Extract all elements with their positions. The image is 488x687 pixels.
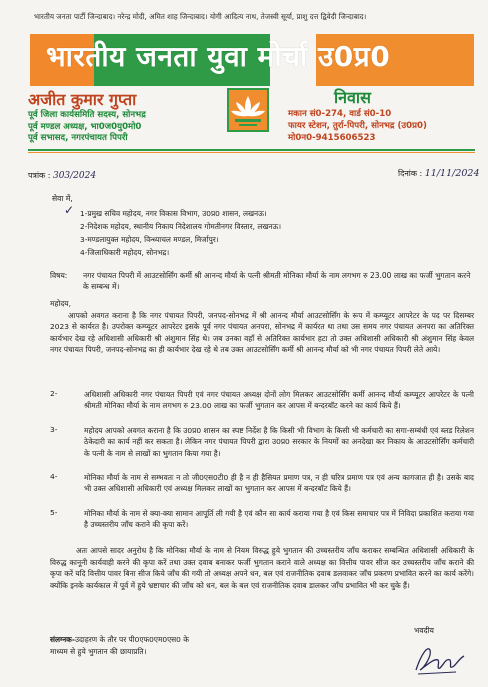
reference-number: पत्रांक : 303/2024: [28, 171, 97, 181]
signature: [412, 640, 468, 680]
sender-line: पूर्व मण्डल अध्यक्ष, भा0ज0यु0मो0: [28, 121, 142, 132]
subject-label: विषय:: [50, 271, 68, 280]
point-text: मोनिका मौर्या के नाम से सम्भवतः न तो जी0एस0टी0 ही है न ही हैसियत प्रमाण पत्र, न ही चरित्र प्रमाण पत्र एवं अन्य कागजात ही है। उसके बाद भी उक्त अधिशासी अधिकारी एवं अध्यक्ष मिलकर लाखों का भुगतान कर आपस में बन्दरबॉट किये हैं।: [84, 473, 474, 494]
residence-heading: निवास: [334, 88, 371, 107]
sender-line: पूर्व सभासद, नगरपंचायत पिपरी: [28, 133, 128, 143]
subject-text: नगर पंचायत पिपरी में आउटसोर्सिंग कर्मी श्री आनन्द मौर्या के पत्नी श्रीमती मोनिका मौर्या के नाम लगभग रु 23.00 लाख का फर्जी भुगतान करने के सम्बन्ध में।: [83, 271, 471, 291]
sender-name: अजीत कुमार गुप्ता: [28, 90, 137, 109]
point-text: मोनिका मौर्या के नाम से क्या-क्या सामान आपूर्ति ली गयी है एवं कौन सा कार्य कराया गया है एवं किस समाचार पत्र में निविदा प्रकाशित कराया गया है उच्चस्तरीय जाँच कराने की कृपा करें।: [84, 509, 474, 530]
header-divider-accent: [28, 152, 475, 153]
intro-paragraph: आपको अवगत कराना है कि नगर पंचायत पिपरी, जनपद-सोनभद्र में श्री आनन्द मौर्या आउटसोर्सिंग के रूप में कम्प्यूटर आपरेटर के पद पर दिसम्बर 2023 से कार्यरत है। उपरोक्त कम्प्यूटर आपरेटर इसके पूर्व नगर पंचायत अनपरा, सोनभद्र में कार्यरत था तथा उस समय नगर पंचायत अनपरा का अतिरिक्त कार्यभार देख रहे अधिशासी अधिकारी श्री अंशुमान सिंह थे। जब उनका वहाँ से अतिरिक्त कार्यभार हटा तो उक्त अधिशासी अधिकारी श्री अंशुमान सिंह केवल नगर पंचायत पिपरी, जनपद-सोनभद्र का ही कार्यभार देख रहे थे तब उक्त आउटसोर्सिंग कर्मी श्री आनन्द मौर्या को भी नगर पंचायत पिपरी लेते आये।: [50, 311, 474, 355]
point-text: अधिशासी अधिकारी नगर पंचायत पिपरी एवं नगर पंचायत अध्यक्ष दोनों लोग मिलकर आउटसोर्सिंग कर्मी आनन्द मौर्या कम्प्यूटर आपरेटर के पत्नी श्रीमती मोनिका मौर्या के नाम लगभग रु 23.00 लाख का फर्जी भुगतान कर आपस में बन्दरबॉट करने का कार्य किये हैं।: [84, 390, 474, 411]
sender-block: [28, 90, 228, 145]
signoff: भवदीय: [414, 626, 434, 635]
recipient-line: 3-मण्डलायुक्त महोदय, विन्ध्याचल मण्डल, मिर्जापुर।: [80, 235, 219, 244]
recipient-line: 1-प्रमुख सचिव महोदय, नगर विकास विभाग, उ0प्र0 शासन, लखनऊ।: [80, 209, 267, 218]
closing-paragraph: अतः आपसे सादर अनुरोध है कि मोनिका मौर्या के नाम से नियम विरुद्ध हुये भुगतान की उच्चस्तरीय जाँच कराकर सम्बन्धित अधिशासी अधिकारी के विरुद्ध कानूनी कार्यवाही करने की कृपा करें तथा उक्त दवाब बनाकर फर्जी भुगतान कराने वाले अध्यक्ष का वित्तीय पावर सीज कर उच्चस्तरीय जाँच कराने की कृपा करें यदि वित्तीय पावर बिना सीज किये जाँच की गयी तो अध्यक्ष अपने धन, बल एवं राजनीतिक दवाब डलवाकर जाँच प्रकरण प्रभावित करने का कार्य करेंगे। क्योंकि इनके कार्यकाल में पूर्व में हुये भ्रष्टाचार की जाँच को धन, बल के बल एवं राजनीतिक दवाब डालकर जाँच प्रभावित भी कर चुके हैं।: [50, 546, 474, 590]
slogan-line: भारतीय जनता पार्टी जिन्दाबाद। नरेन्द्र मोदी, अमित शाह जिन्दाबाद। योगी आदित्य नाथ, तेजस्वी सूर्या, प्राशु दत्त द्विवेदी जिन्दाबाद।: [34, 12, 367, 21]
greeting: महोदय,: [50, 299, 71, 308]
residence-block: [288, 88, 478, 144]
organization-title: भारतीय जनता युवा मोर्चा उ0प्र0: [46, 40, 391, 73]
point-number: 3-: [50, 425, 58, 434]
point-text: महोदय आपको अवगत कराना है कि उ0प्र0 शासन का स्पष्ट निर्देश है कि किसी भी विभाग के किसी भी कर्मचारी का सगा-सम्बंधी एवं ब्लड रिलेशन ठेकेदारी का कार्य नहीं कर सकता है। लेकिन नगर पंचायत पिपरी द्वारा उ0प्र0 सरकार के नियमों का अनदेखा कर निकाय के आउटसोर्सिंग कर्मचारी के पत्नी के नाम से लाखों का भुगतान किया गया है।: [84, 426, 474, 458]
sender-line: पूर्व जिला कार्यसमिति सदस्य, सोनभद्र: [28, 110, 146, 120]
attachment-line-2: माध्यम से हुये भुगतान की छायाप्रति।: [50, 647, 147, 656]
checkmark-icon: ✓: [64, 203, 75, 217]
phone-number: मो0न0-9415606523: [288, 133, 376, 143]
recipient-line: 2-निदेशक महोदय, स्थानीय निकाय निदेशालय गोमतीनगर विस्तार, लखनऊ।: [80, 222, 282, 231]
letter-date: दिनांक : 11/11/2024: [398, 168, 480, 179]
residence-line: मकान सं0-274, वार्ड सं0-10: [288, 109, 392, 119]
salutation: सेवा में,: [52, 194, 73, 203]
point-number: 2-: [50, 389, 58, 398]
header-divider: [28, 149, 475, 151]
point-number: 4-: [50, 472, 58, 481]
residence-line: फायर स्टेशन, तुर्रा-पिपरी, सोनभद्र (उ0प्र0): [288, 121, 427, 131]
attachment-line: संलग्नक-उदाहरण के तौर पर पी0एफ0एम0एस0 के: [50, 635, 189, 644]
point-number: 5-: [50, 508, 58, 517]
recipient-line: 4-जिलाधिकारी महोदय, सोनभद्र।: [80, 248, 170, 257]
lotus-icon: [227, 88, 269, 132]
